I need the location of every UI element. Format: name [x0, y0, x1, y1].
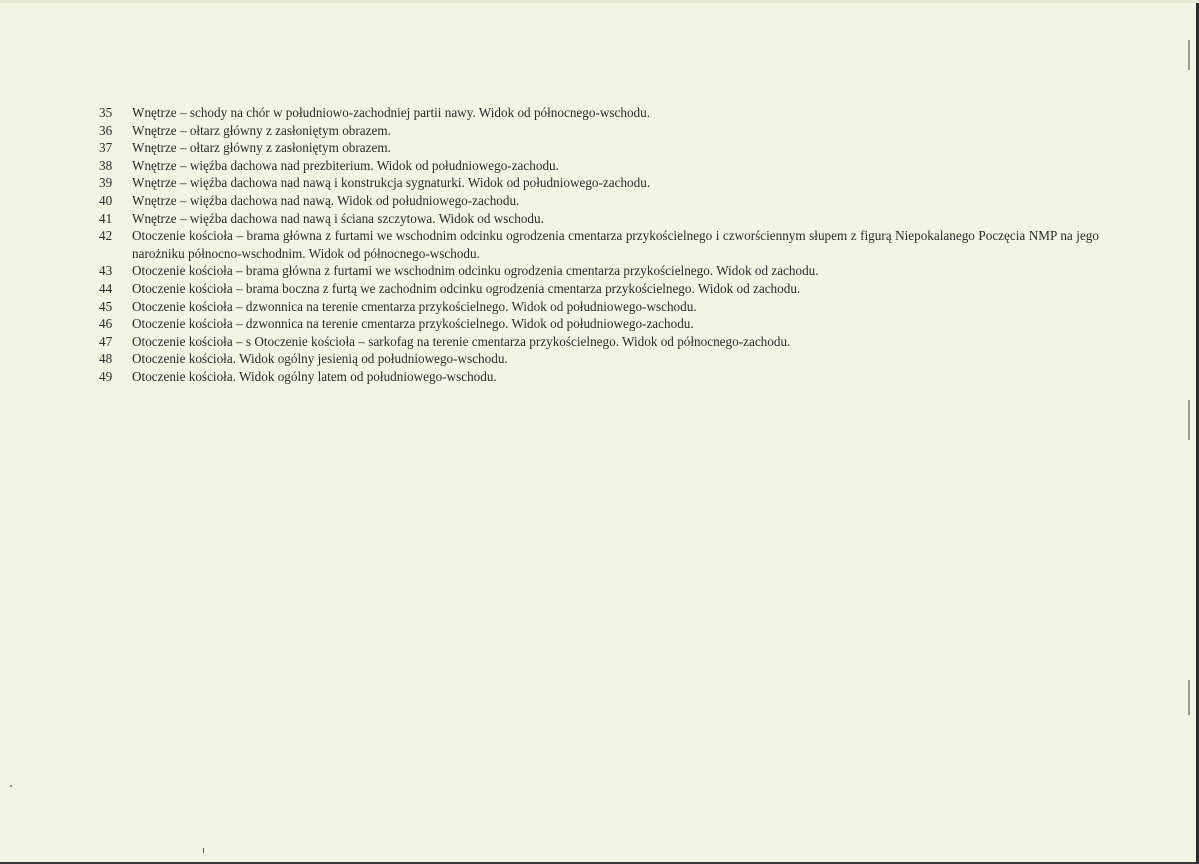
list-item [99, 192, 1099, 210]
list-item [99, 280, 1099, 298]
item-caption: Otoczenie kościoła – dzwonnica na terenie cmentarza przykościelnego. Widok od południowego-zachodu. [132, 316, 694, 332]
item-caption: Wnętrze – więźba dachowa nad prezbiterium. Widok od południowego-zachodu. [132, 157, 559, 173]
list-item [99, 174, 1099, 192]
item-caption: Otoczenie kościoła – brama główna z furtami we wschodnim odcinku ogrodzenia cmentarza przykościelnego i czworściennym słupem z figurą Niepokalanego Poczęcia NMP na jego narożniku północno-wschodnim. Widok od północnego-wschodu. [132, 228, 1099, 261]
scan-edge-mark [1188, 400, 1190, 440]
item-number: 37 [99, 140, 113, 156]
item-caption: Wnętrze – ołtarz główny z zasłoniętym obrazem. [132, 140, 391, 156]
item-number: 42 [99, 228, 113, 244]
scan-speck [203, 848, 204, 853]
list-item [99, 210, 1099, 228]
list-item [99, 104, 1099, 122]
photo-caption-list [99, 104, 1099, 386]
list-item [99, 298, 1099, 316]
item-number: 36 [99, 122, 113, 138]
item-caption: Wnętrze – schody na chór w południowo-zachodniej partii nawy. Widok od północnego-wschodu. [132, 105, 651, 120]
list-item [99, 315, 1099, 333]
scan-edge-mark [1188, 40, 1190, 70]
list-item [99, 139, 1099, 157]
item-number: 39 [99, 175, 113, 191]
item-number: 49 [99, 368, 113, 384]
list-item [99, 122, 1099, 140]
item-caption: Otoczenie kościoła – dzwonnica na terenie cmentarza przykościelnego. Widok od południowego-wschodu. [132, 298, 697, 314]
item-number: 47 [99, 333, 113, 349]
item-number: 45 [99, 298, 113, 314]
list-item [99, 333, 1099, 351]
list-item [99, 262, 1099, 280]
item-caption: Otoczenie kościoła – s Otoczenie kościoła – sarkofag na terenie cmentarza przykościelnego. Widok od północnego-zachodu. [132, 333, 791, 349]
item-caption: Wnętrze – ołtarz główny z zasłoniętym obrazem. [132, 122, 391, 138]
item-number: 35 [99, 105, 113, 120]
list-item [99, 350, 1099, 368]
item-caption: Wnętrze – więźba dachowa nad nawą i ściana szczytowa. Widok od wschodu. [132, 210, 544, 226]
item-caption: Wnętrze – więźba dachowa nad nawą i konstrukcja sygnaturki. Widok od południowego-zachodu. [132, 175, 651, 191]
scan-top-edge [0, 0, 1199, 3]
item-caption: Otoczenie kościoła. Widok ogólny jesienią od południowego-wschodu. [132, 351, 508, 367]
scan-edge-mark [1188, 680, 1190, 715]
item-number: 38 [99, 157, 113, 173]
scan-speck [10, 785, 12, 787]
item-number: 44 [99, 280, 113, 296]
item-number: 43 [99, 263, 113, 279]
item-caption: Otoczenie kościoła. Widok ogólny latem od południowego-wschodu. [132, 368, 497, 384]
list-item [99, 227, 1099, 262]
item-caption: Otoczenie kościoła – brama boczna z furtą we zachodnim odcinku ogrodzenia cmentarza przykościelnego. Widok od zachodu. [132, 280, 801, 296]
list-item [99, 368, 1099, 386]
item-number: 41 [99, 210, 113, 226]
item-caption: Wnętrze – więźba dachowa nad nawą. Widok od południowego-zachodu. [132, 192, 520, 208]
item-number: 40 [99, 192, 113, 208]
item-caption: Otoczenie kościoła – brama główna z furtami we wschodnim odcinku ogrodzenia cmentarza przykościelnego. Widok od zachodu. [132, 263, 819, 279]
item-number: 48 [99, 351, 113, 367]
list-item [99, 157, 1099, 175]
item-number: 46 [99, 316, 113, 332]
